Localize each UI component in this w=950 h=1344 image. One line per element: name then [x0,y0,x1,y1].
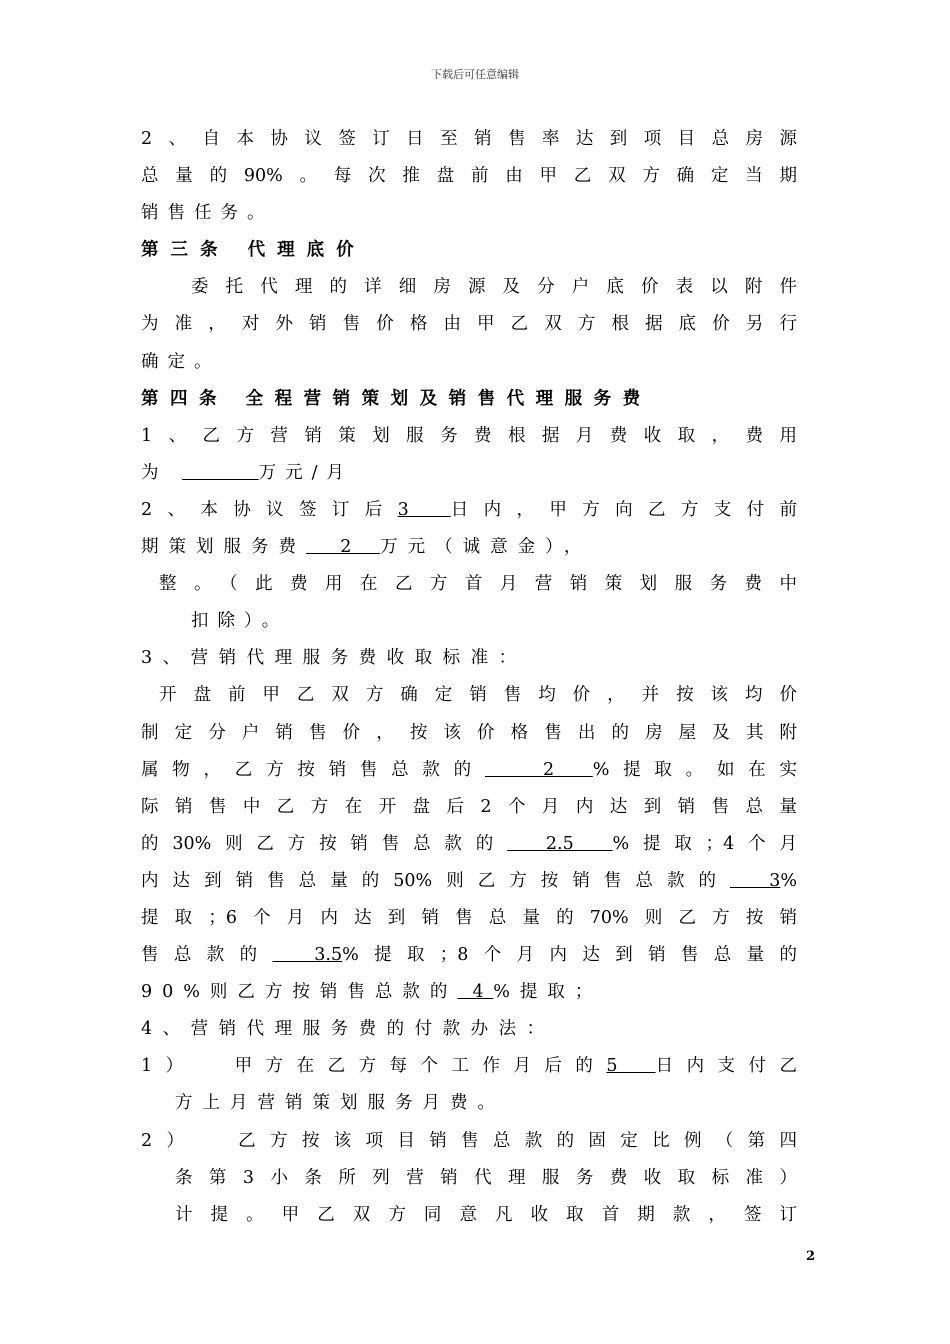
text-line [141,529,797,566]
line-text: 扣除）。 [191,611,289,632]
line-text: 总量的90%。每次推盘前由甲乙双方确定当期 [141,166,797,187]
page-number: 2 [806,1249,816,1264]
text-line [141,715,797,752]
blank-rate-90: 4 [457,982,494,1003]
line-text: 2、自本协议签订日至销售率达到项目总房源 [141,129,797,149]
blank-rate-50: 3 [730,870,781,891]
blank-rate-70: 3.5 [272,945,343,966]
line-text: 90%则乙方按销售总款的 [141,982,458,1003]
text-line [141,640,797,677]
line-text: 销售任务。 [141,203,274,224]
section-heading-3 [141,232,797,269]
line-text: 整。（此费用在乙方首月营销策划服务费中 [159,574,797,595]
blank-days: 3 [397,499,451,520]
line-text: 制定分户销售价，按该价格售出的房屋及其附 [141,722,797,743]
line-text: 日内，甲方向乙方支付前 [450,499,797,520]
text-line [141,566,797,603]
contract-body [141,121,797,1234]
line-text: 为准，对外销售价格由甲乙双方根据底价另行 [141,314,797,335]
text-line [141,789,797,826]
blank-rate-base: 2 [484,759,593,780]
line-text: 条第3小条所列营销代理服务费收取标准） [175,1167,797,1188]
line-text: 际销售中乙方在开盘后2个月内达到销售总量 [141,796,797,817]
text-line [141,195,797,232]
text-line [141,121,797,158]
heading-text: 第四条 全程营销策划及销售代理服务费 [141,388,652,409]
text-line [141,677,797,714]
line-text: 属物，乙方按销售总款的 [141,759,485,780]
line-text: 万元/月 [258,462,353,483]
text-line [141,306,797,343]
line-text: %提取。如在实 [592,759,797,780]
line-text: 万元（诚意金）， [380,537,592,558]
line-text: 内达到销售总量的50%则乙方按销售总款的 [141,870,731,891]
blank-rate-30: 2.5 [507,833,613,854]
line-text: 4、营销代理服务费的付款办法： [141,1019,555,1040]
line-text: 计提。甲乙双方同意凡收取首期款，签订 [175,1204,797,1225]
blank-deposit: 2 [306,537,381,558]
line-text: %提取；8个月内达到销售总量的 [342,945,797,966]
text-line [141,1197,797,1234]
line-text: %提取； [493,982,603,1003]
text-line [141,1048,797,1085]
line-text: 日内支付乙 [655,1056,797,1077]
line-text: 2） 乙方按该项目销售总款的固定比例（第四 [141,1130,797,1151]
line-text: 方上月营销策划服务月费。 [175,1093,505,1114]
text-line [141,974,797,1011]
line-text: %提取；4个月 [612,833,797,854]
text-line [141,455,797,492]
line-text: 确定。 [141,351,221,372]
line-text: 的30%则乙方按销售总款的 [141,833,508,854]
text-line [141,269,797,306]
line-text: 委托代理的详细房源及分户底价表以附件 [191,277,797,298]
heading-text: 第三条 代理底价 [141,240,366,261]
text-line [141,1085,797,1122]
line-text: 2、本协议签订后 [141,499,398,520]
line-text: 售总款的 [141,945,273,966]
page-header: 下载后可任意编辑 [431,68,519,81]
text-line [141,1011,797,1048]
text-line [141,1123,797,1160]
text-line [141,344,797,381]
text-line [141,863,797,900]
line-text: 1） 甲方在乙方每个工作月后的 [141,1056,607,1077]
line-text: 期策划服务费 [141,537,306,558]
line-text: 为 [141,462,168,483]
text-line [141,937,797,974]
text-line [141,492,797,529]
text-line [141,826,797,863]
line-text: 1、乙方营销策划服务费根据月费收取，费用 [141,425,797,446]
section-heading-4 [141,381,797,418]
line-text: 开盘前甲乙双方确定销售均价，并按该均价 [159,685,797,706]
text-line [141,158,797,195]
blank-fee-amount [182,463,259,483]
line-text: 3、营销代理服务费收取标准： [141,648,527,669]
text-line [141,900,797,937]
text-line [141,418,797,455]
text-line [141,1160,797,1197]
line-text: 提取；6个月内达到销售总量的70%则乙方按销 [141,907,797,928]
text-line [141,752,797,789]
blank-pay-day: 5 [606,1056,656,1077]
text-line [141,603,797,640]
line-text: % [780,870,797,891]
